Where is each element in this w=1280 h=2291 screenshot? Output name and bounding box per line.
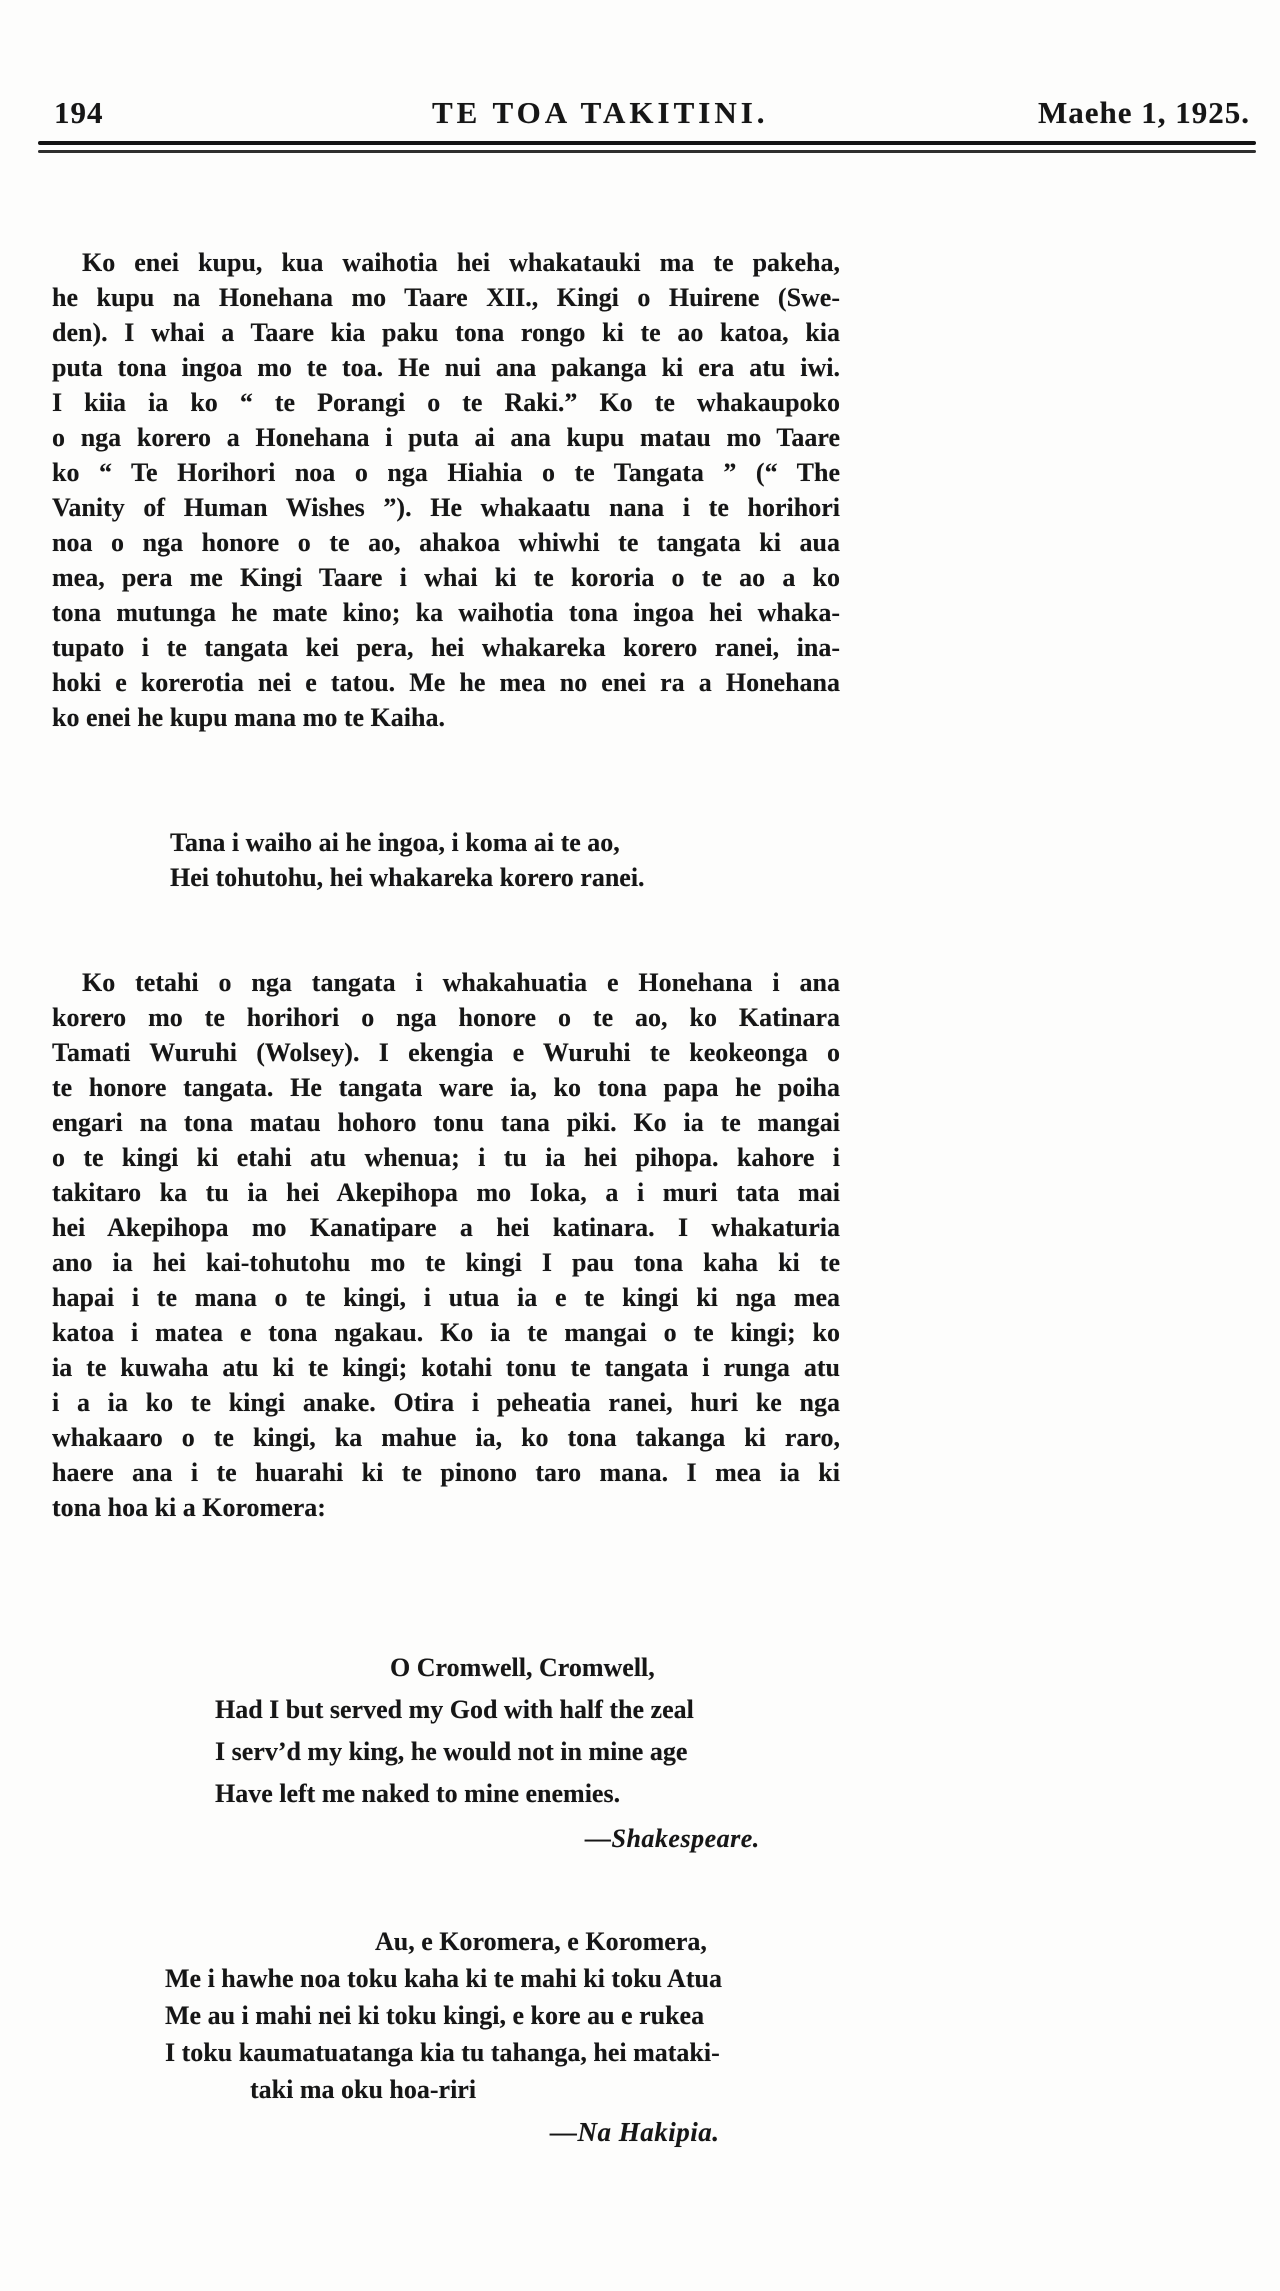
text-line: engari na tona matau hohoro tonu tana piki. Ko ia te mangai [52,1108,840,1137]
text-line: o te kingi ki etahi atu whenua; i tu ia hei pihopa. kahore i [52,1143,840,1172]
verse-line: I toku kaumatuatanga kia tu tahanga, hei mataki- [165,2038,720,2067]
text-line: Ko tetahi o nga tangata i whakahuatia e Honehana i ana [82,968,840,997]
text-line: whakaaro o te kingi, ka mahue ia, ko tona takanga ki raro, [52,1423,840,1452]
verse-attribution-hakipia: —Na Hakipia. [550,2117,720,2147]
verse-line: taki ma oku hoa-riri [250,2075,477,2104]
text-column [52,245,840,2150]
page-number: 194 [54,95,104,130]
verse-line: Au, e Koromera, e Koromera, [375,1927,707,1956]
text-line: Hei tohutohu, hei whakareka korero ranei. [170,863,645,892]
text-line: den). I whai a Taare kia paku tona rongo ki te ao katoa, kia [52,318,840,347]
text-line: tupato i te tangata kei pera, hei whakareka korero ranei, ina- [52,633,840,662]
text-line: i a ia ko te kingi anake. Otira i peheatia ranei, huri ke nga [52,1388,840,1417]
text-line: puta tona ingoa mo te toa. He nui ana pakanga ki era atu iwi. [52,353,840,382]
text-line: tona hoa ki a Koromera: [52,1493,326,1522]
text-line: I kiia ia ko “ te Porangi o te Raki.” Ko te whakaupoko [52,388,840,417]
paragraph-2 [52,965,840,1525]
text-line: korero mo te horihori o nga honore o te ao, ko Katinara [52,1003,840,1032]
header-divider [38,141,1256,153]
text-line: hoki e korerotia nei e tatou. Me he mea no enei ra a Honehana [52,668,840,697]
text-line: takitaro ka tu ia hei Akepihopa mo Ioka, a i muri tata mai [52,1178,840,1207]
text-line: haere ana i te huarahi ki te pinono taro mana. I mea ia ki [52,1458,840,1487]
page-header [0,94,1280,136]
text-line: ano ia hei kai-tohutohu mo te kingi I pau tona kaha ki te [52,1248,840,1277]
verse-line: Had I but served my God with half the zeal [215,1695,694,1724]
text-line: o nga korero a Honehana i puta ai ana kupu matau mo Taare [52,423,840,452]
english-verse [52,1647,840,1859]
text-line: Vanity of Human Wishes ”). He whakaatu nana i te horihori [52,493,840,522]
text-line: ia te kuwaha atu ki te kingi; kotahi tonu te tangata i runga atu [52,1353,840,1382]
text-line: Tana i waiho ai he ingoa, i koma ai te ao, [170,828,620,857]
verse-line: Me i hawhe noa toku kaha ki te mahi ki toku Atua [165,1964,722,1993]
verse-attribution-shakespeare: —Shakespeare. [585,1824,760,1853]
divider-rule-bottom [38,150,1256,153]
text-line: noa o nga honore o te ao, ahakoa whiwhi te tangata ki aua [52,528,840,557]
issue-date: Maehe 1, 1925. [1037,95,1250,130]
text-line: te honore tangata. He tangata ware ia, ko tona papa he poiha [52,1073,840,1102]
divider-rule-top [38,141,1256,145]
verse-line: Have left me naked to mine enemies. [215,1779,621,1808]
text-line: hei Akepihopa mo Kanatipare a hei katinara. I whakaturia [52,1213,840,1242]
verse-line: I serv’d my king, he would not in mine age [215,1737,688,1766]
text-line: hapai i te mana o te kingi, i utua ia e te kingi ki nga mea [52,1283,840,1312]
verse-line: O Cromwell, Cromwell, [390,1653,655,1682]
text-line: ko enei he kupu mana mo te Kaiha. [52,703,445,732]
paragraph-1 [52,245,840,735]
maori-verse [52,1923,840,2150]
text-line: Tamati Wuruhi (Wolsey). I ekengia e Wuruhi te keokeonga o [52,1038,840,1067]
text-line: mea, pera me Kingi Taare i whai ki te kororia o te ao a ko [52,563,840,592]
publication-title: TE TOA TAKITINI. [432,95,769,130]
text-line: he kupu na Honehana mo Taare XII., Kingi o Huirene (Swe- [52,283,840,312]
text-line: tona mutunga he mate kino; ka waihotia tona ingoa hei whaka- [52,598,840,627]
maori-couplet [170,825,840,895]
text-line: ko “ Te Horihori noa o nga Hiahia o te Tangata ” (“ The [52,458,840,487]
text-line: Ko enei kupu, kua waihotia hei whakatauki ma te pakeha, [82,248,840,277]
verse-line: Me au i mahi nei ki toku kingi, e kore au e rukea [165,2001,705,2030]
text-line: katoa i matea e tona ngakau. Ko ia te mangai o te kingi; ko [52,1318,840,1347]
